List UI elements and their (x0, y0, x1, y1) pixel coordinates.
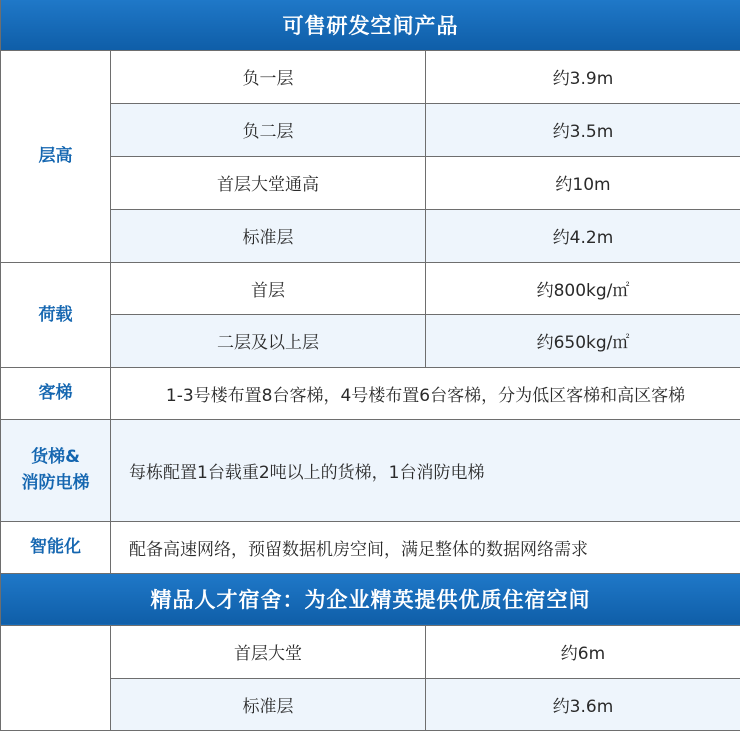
freight-label-line1: 货梯& (31, 447, 80, 467)
elevator-text: 1-3号楼布置8台客梯，4号楼布置6台客梯，分为低区客梯和高区客梯 (111, 367, 740, 419)
section2-title: 精品人才宿舍：为企业精英提供优质住宿空间 (1, 573, 740, 625)
section1-title: 可售研发空间产品 (1, 0, 740, 50)
floor-b1-value: 约3.9m (426, 50, 740, 103)
smart-label: 智能化 (1, 521, 111, 573)
floor-b1-name: 负一层 (111, 50, 426, 103)
freight-elevator-label (1, 419, 111, 521)
floor-b2-name: 负二层 (111, 103, 426, 156)
floor-height-label: 层高 (1, 50, 111, 262)
load-upper-value: 约650kg/㎡ (426, 314, 740, 367)
floor-standard-name: 标准层 (111, 209, 426, 262)
elevator-label: 客梯 (1, 367, 111, 419)
load-label: 荷载 (1, 262, 111, 367)
floor-standard-value: 约4.2m (426, 209, 740, 262)
load-ground-value: 约800kg/㎡ (426, 262, 740, 314)
section2-blank-cell (1, 625, 111, 730)
load-ground-name: 首层 (111, 262, 426, 314)
dorm-lobby-name: 首层大堂 (111, 625, 426, 678)
freight-label-line2: 消防电梯 (21, 473, 90, 493)
freight-elevator-text: 每栋配置1台载重2吨以上的货梯，1台消防电梯 (111, 419, 740, 521)
dorm-standard-value: 约3.6m (426, 678, 740, 730)
floor-lobby-name: 首层大堂通高 (111, 156, 426, 209)
floor-lobby-value: 约10m (426, 156, 740, 209)
dorm-lobby-value: 约6m (426, 625, 740, 678)
load-upper-name: 二层及以上层 (111, 314, 426, 367)
dorm-standard-name: 标准层 (111, 678, 426, 730)
smart-text: 配备高速网络，预留数据机房空间，满足整体的数据网络需求 (111, 521, 740, 573)
floor-b2-value: 约3.5m (426, 103, 740, 156)
